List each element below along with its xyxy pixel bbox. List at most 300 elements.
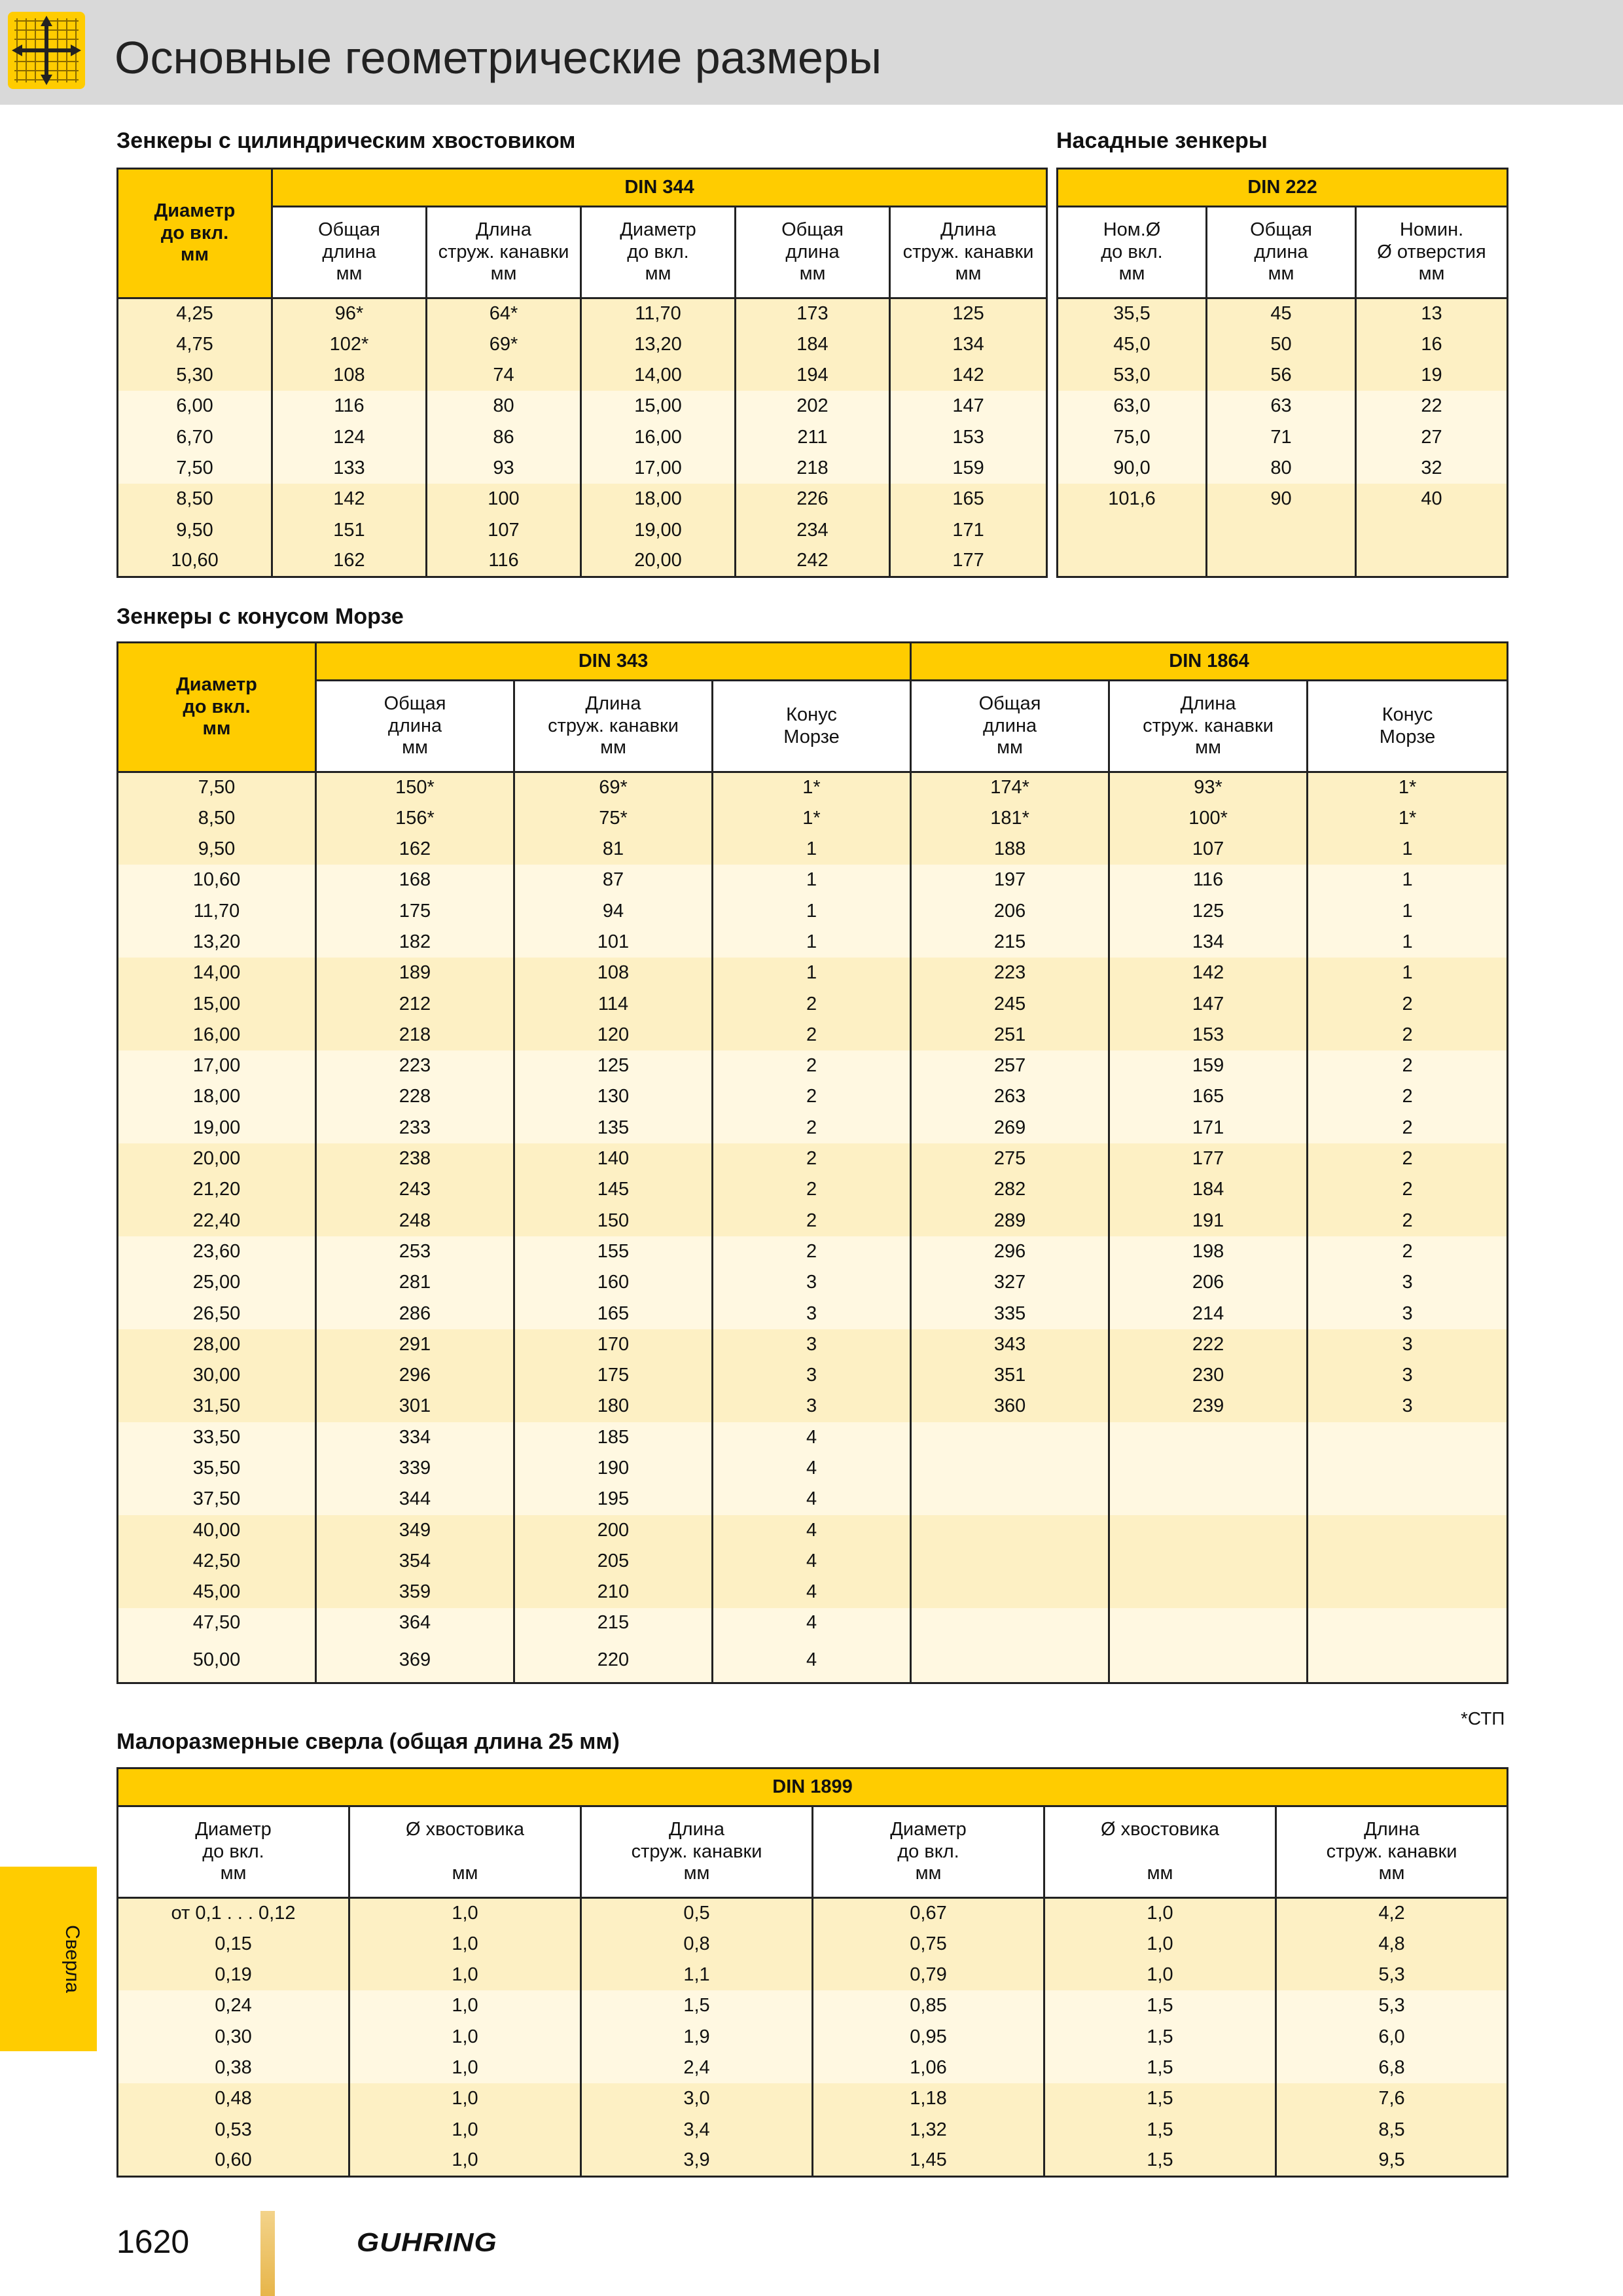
table-cell: 0,38 (118, 2053, 349, 2083)
table-cell: 343 (911, 1329, 1109, 1360)
table-cell: 156* (316, 803, 514, 834)
table-cell: 251 (911, 1020, 1109, 1050)
table-cell: 150 (514, 1206, 713, 1236)
table-cell: 369 (316, 1639, 514, 1683)
table-cell: от 0,1 . . . 0,12 (118, 1898, 349, 1929)
table-cell: 1,0 (349, 2115, 581, 2145)
table-cell: 0,30 (118, 2022, 349, 2053)
table-cell: 5,3 (1276, 1990, 1508, 2021)
table-row (118, 1577, 1508, 1607)
table-cell (911, 1608, 1109, 1639)
table-row (118, 1546, 1508, 1577)
table-cell (1109, 1484, 1308, 1515)
table-cell: 1* (713, 803, 911, 834)
table-cell: 116 (272, 391, 427, 422)
table-cell: 20,00 (581, 546, 736, 577)
table-cell: 159 (1109, 1050, 1308, 1081)
table-row (118, 2022, 1508, 2053)
table-row (118, 1020, 1508, 1050)
table-cell: 15,00 (581, 391, 736, 422)
table-cell: 4 (713, 1515, 911, 1546)
table-cell: 4,8 (1276, 1929, 1508, 1960)
table-cell: 170 (514, 1329, 713, 1360)
table-cell: 349 (316, 1515, 514, 1546)
col-header-diameter: Диаметр до вкл. мм (118, 643, 316, 772)
table-cell: 1* (1308, 772, 1508, 803)
col-header-shank-2: Ø хвостовика мм (1044, 1806, 1276, 1898)
table-cell: 165 (890, 484, 1047, 514)
table-cell (911, 1453, 1109, 1484)
table-cell: 87 (514, 865, 713, 895)
table-cell: 145 (514, 1174, 713, 1205)
table-row (118, 1898, 1508, 1929)
standard-label: DIN 344 (272, 169, 1047, 207)
table-cell: 3,4 (581, 2115, 813, 2145)
table-cell: 75,0 (1058, 422, 1207, 453)
table-cell: 257 (911, 1050, 1109, 1081)
table-cell: 120 (514, 1020, 713, 1050)
table-cell: 4,75 (118, 329, 272, 360)
table-cell: 291 (316, 1329, 514, 1360)
table-cell: 173 (736, 298, 890, 329)
table-cell: 0,15 (118, 1929, 349, 1960)
table-cell: 177 (890, 546, 1047, 577)
table-cell: 289 (911, 1206, 1109, 1236)
table-cell: 2 (713, 1081, 911, 1112)
table-cell: 116 (427, 546, 581, 577)
table-cell: 108 (272, 360, 427, 391)
table-cell: 107 (1109, 834, 1308, 865)
table-cell: 296 (911, 1236, 1109, 1267)
table-row (1058, 484, 1508, 514)
table-cell: 150* (316, 772, 514, 803)
table-cell: 194 (736, 360, 890, 391)
table-cell: 16,00 (581, 422, 736, 453)
table-cell (1308, 1453, 1508, 1484)
table-cell: 175 (316, 896, 514, 927)
table-cell: 4 (713, 1453, 911, 1484)
table-cell: 13,20 (118, 927, 316, 958)
table-cell: 3 (713, 1267, 911, 1298)
table-cell: 242 (736, 546, 890, 577)
table-cell: 8,5 (1276, 2115, 1508, 2145)
table-cell: 2,4 (581, 2053, 813, 2083)
col-header-flute-2: Длина струж. канавки мм (890, 207, 1047, 298)
table-cell: 40,00 (118, 1515, 316, 1546)
table-cell: 1,06 (813, 2053, 1044, 2083)
table-cell: 133 (272, 453, 427, 484)
table-cell (1109, 1577, 1308, 1607)
table-cell: 4 (713, 1484, 911, 1515)
table-cell (1308, 1608, 1508, 1639)
table-cell: 159 (890, 453, 1047, 484)
table-cell: 233 (316, 1113, 514, 1143)
standard-label: DIN 222 (1058, 169, 1508, 207)
grid-crosshair-icon (8, 12, 85, 89)
table-cell: 165 (1109, 1081, 1308, 1112)
table-cell: 245 (911, 989, 1109, 1020)
col-header-diameter: Диаметр до вкл. мм (118, 169, 272, 298)
table-cell: 1 (1308, 896, 1508, 927)
table-row (118, 1639, 1508, 1683)
table-cell: 50 (1207, 329, 1356, 360)
table-cell (1207, 515, 1356, 546)
table-cell: 2 (1308, 1143, 1508, 1174)
table-cell: 181* (911, 803, 1109, 834)
table-row (118, 1990, 1508, 2021)
table-cell: 2 (713, 1206, 911, 1236)
table-cell: 0,19 (118, 1960, 349, 1990)
table-cell: 184 (1109, 1174, 1308, 1205)
table-cell: 6,00 (118, 391, 272, 422)
table-din343-1864 (116, 641, 1508, 1684)
table-cell: 69* (514, 772, 713, 803)
table-cell: 1,9 (581, 2022, 813, 2053)
table-cell: 1,0 (349, 1898, 581, 1929)
table-cell: 2 (713, 1050, 911, 1081)
table-cell: 228 (316, 1081, 514, 1112)
col-header-length-2: Общая длина мм (911, 681, 1109, 772)
table-cell: 1 (1308, 927, 1508, 958)
table-cell: 3 (1308, 1360, 1508, 1391)
col-header-taper: Конус Морзе (713, 681, 911, 772)
table-cell: 94 (514, 896, 713, 927)
table-cell (1356, 546, 1508, 577)
page-title: Основные геометрические размеры (115, 32, 882, 83)
col-header-flute: Длина струж. канавки мм (427, 207, 581, 298)
table-row (118, 1299, 1508, 1329)
table-cell: 198 (1109, 1236, 1308, 1267)
table-cell: 344 (316, 1484, 514, 1515)
table-cell: 3 (1308, 1299, 1508, 1329)
table-cell: 1,5 (1044, 2053, 1276, 2083)
table-cell: 69* (427, 329, 581, 360)
table-cell: 63 (1207, 391, 1356, 422)
table-cell: 47,50 (118, 1608, 316, 1639)
col-header-flute: Длина струж. канавки мм (514, 681, 713, 772)
table-cell: 134 (1109, 927, 1308, 958)
table-cell: 1,5 (1044, 2022, 1276, 2053)
table-row (118, 1929, 1508, 1960)
table-cell: 2 (1308, 1236, 1508, 1267)
table-cell: 171 (890, 515, 1047, 546)
table-cell: 218 (316, 1020, 514, 1050)
table-cell (1207, 546, 1356, 577)
table-row (118, 1113, 1508, 1143)
table-cell: 205 (514, 1546, 713, 1577)
table-row (118, 1484, 1508, 1515)
table-cell: 21,20 (118, 1174, 316, 1205)
table-cell: 4 (713, 1422, 911, 1453)
table-cell: 1,0 (349, 1929, 581, 1960)
table-cell: 100* (1109, 803, 1308, 834)
table-cell: 3 (1308, 1267, 1508, 1298)
table-cell (1109, 1453, 1308, 1484)
table-cell: 147 (1109, 989, 1308, 1020)
table-cell: 124 (272, 422, 427, 453)
table-cell: 142 (890, 360, 1047, 391)
table-cell (1109, 1422, 1308, 1453)
table-cell (1308, 1484, 1508, 1515)
table-cell: 6,8 (1276, 2053, 1508, 2083)
table-cell: 1* (713, 772, 911, 803)
table-cell: 165 (514, 1299, 713, 1329)
table-cell: 200 (514, 1515, 713, 1546)
table-row (118, 1453, 1508, 1484)
table-cell: 275 (911, 1143, 1109, 1174)
table-row (118, 2115, 1508, 2145)
table-row (118, 772, 1508, 803)
table-cell: 16,00 (118, 1020, 316, 1050)
table-cell: 4 (713, 1608, 911, 1639)
table-cell: 1,5 (1044, 2083, 1276, 2114)
table-cell: 339 (316, 1453, 514, 1484)
table-row (118, 1391, 1508, 1422)
table-row (1058, 298, 1508, 329)
table-cell: 16 (1356, 329, 1508, 360)
table-cell (1109, 1639, 1308, 1683)
table-cell: 222 (1109, 1329, 1308, 1360)
table-cell: 18,00 (581, 484, 736, 514)
table-cell: 7,50 (118, 453, 272, 484)
table-cell: 177 (1109, 1143, 1308, 1174)
table-row (118, 896, 1508, 927)
table-row (118, 1960, 1508, 1990)
table-cell: 90,0 (1058, 453, 1207, 484)
table-cell (1308, 1422, 1508, 1453)
table-cell: 63,0 (1058, 391, 1207, 422)
table-cell: 286 (316, 1299, 514, 1329)
table-din1899 (116, 1767, 1508, 2178)
standard-label: DIN 1899 (118, 1768, 1508, 1806)
table-cell: 2 (713, 1143, 911, 1174)
table-cell: 100 (427, 484, 581, 514)
table-row (118, 484, 1047, 514)
table-cell: 360 (911, 1391, 1109, 1422)
table-cell: 22,40 (118, 1206, 316, 1236)
table-cell: 5,30 (118, 360, 272, 391)
table-cell: 27 (1356, 422, 1508, 453)
table-cell: 180 (514, 1391, 713, 1422)
table-row (118, 834, 1508, 865)
table-cell: 0,85 (813, 1990, 1044, 2021)
table-cell: 14,00 (118, 958, 316, 988)
table-cell: 45 (1207, 298, 1356, 329)
table-cell: 243 (316, 1174, 514, 1205)
table-row (118, 2083, 1508, 2114)
table-row (1058, 546, 1508, 577)
section-tab-label: Сверла (62, 1925, 83, 1993)
table-cell: 190 (514, 1453, 713, 1484)
table-cell: 153 (1109, 1020, 1308, 1050)
table-cell: 195 (514, 1484, 713, 1515)
table-cell: 8,50 (118, 484, 272, 514)
table-cell: 101 (514, 927, 713, 958)
table-cell: 282 (911, 1174, 1109, 1205)
table-cell: 2 (713, 1020, 911, 1050)
table-cell: 19,00 (118, 1113, 316, 1143)
table-cell: 30,00 (118, 1360, 316, 1391)
table-cell: 42,50 (118, 1546, 316, 1577)
table-cell: 0,60 (118, 2145, 349, 2176)
table-cell: 0,53 (118, 2115, 349, 2145)
table-cell (911, 1639, 1109, 1683)
table-cell: 327 (911, 1267, 1109, 1298)
table-cell: 215 (911, 927, 1109, 958)
table-row (118, 1608, 1508, 1639)
table-cell: 1 (713, 896, 911, 927)
table-din344 (116, 168, 1048, 578)
table-cell: 296 (316, 1360, 514, 1391)
table-cell: 93 (427, 453, 581, 484)
table-cell: 269 (911, 1113, 1109, 1143)
table-cell: 1,0 (349, 2053, 581, 2083)
table-row (1058, 422, 1508, 453)
table-cell: 45,00 (118, 1577, 316, 1607)
table-cell: 162 (272, 546, 427, 577)
table-cell: 1 (1308, 958, 1508, 988)
table-cell: 0,79 (813, 1960, 1044, 1990)
table-cell: 86 (427, 422, 581, 453)
table-cell: 35,50 (118, 1453, 316, 1484)
table-cell: 162 (316, 834, 514, 865)
table-cell: 206 (911, 896, 1109, 927)
table-cell: 189 (316, 958, 514, 988)
table-cell: 1,0 (1044, 1929, 1276, 1960)
table-cell: 90 (1207, 484, 1356, 514)
table-row (118, 803, 1508, 834)
table-cell: 13 (1356, 298, 1508, 329)
table-cell: 2 (1308, 1081, 1508, 1112)
table-cell: 125 (514, 1050, 713, 1081)
table-cell: 0,75 (813, 1929, 1044, 1960)
table-cell: 1,5 (1044, 2145, 1276, 2176)
table-cell: 4 (713, 1639, 911, 1683)
table-cell (911, 1577, 1109, 1607)
table-row (118, 515, 1047, 546)
table-row (118, 1050, 1508, 1081)
table-cell: 1,45 (813, 2145, 1044, 2176)
table-cell: 8,50 (118, 803, 316, 834)
table-cell: 335 (911, 1299, 1109, 1329)
table-cell: 334 (316, 1422, 514, 1453)
col-header-diameter-2: Диаметр до вкл. мм (581, 207, 736, 298)
table-cell: 354 (316, 1546, 514, 1577)
table-cell: 19,00 (581, 515, 736, 546)
table-row (1058, 329, 1508, 360)
col-header-bore: Номин. Ø отверстия мм (1356, 207, 1508, 298)
table-cell: 31,50 (118, 1391, 316, 1422)
table-cell (911, 1422, 1109, 1453)
table-cell: 1,0 (349, 2022, 581, 2053)
table-cell: 263 (911, 1081, 1109, 1112)
col-header-length-2: Общая длина мм (736, 207, 890, 298)
table-cell: 14,00 (581, 360, 736, 391)
table-cell: 142 (1109, 958, 1308, 988)
table-cell: 184 (736, 329, 890, 360)
table-cell: 0,8 (581, 1929, 813, 1960)
table-cell: 17,00 (581, 453, 736, 484)
table-cell (1058, 515, 1207, 546)
col-header-flute-2: Длина струж. канавки мм (1276, 1806, 1508, 1898)
table-cell: 1,5 (581, 1990, 813, 2021)
table-cell: 2 (1308, 1113, 1508, 1143)
table-cell: 0,5 (581, 1898, 813, 1929)
table-cell (1308, 1546, 1508, 1577)
table-cell: 206 (1109, 1267, 1308, 1298)
table-cell: 7,6 (1276, 2083, 1508, 2114)
table-cell: 351 (911, 1360, 1109, 1391)
table-cell: 1,0 (349, 1990, 581, 2021)
table-cell: 2 (1308, 1206, 1508, 1236)
table-cell: 15,00 (118, 989, 316, 1020)
table-cell: 4,2 (1276, 1898, 1508, 1929)
table-cell: 160 (514, 1267, 713, 1298)
table-cell: 175 (514, 1360, 713, 1391)
col-header-shank: Ø хвостовика мм (349, 1806, 581, 1898)
table-row (118, 422, 1047, 453)
table-cell: 2 (713, 1174, 911, 1205)
table-row (118, 1422, 1508, 1453)
table-cell: 130 (514, 1081, 713, 1112)
col-header-length: Общая длина мм (1207, 207, 1356, 298)
table-cell: 153 (890, 422, 1047, 453)
table-row (118, 2145, 1508, 2176)
table-cell: 102* (272, 329, 427, 360)
table-cell: 1 (713, 865, 911, 895)
section-title-shell: Насадные зенкеры (1056, 128, 1268, 153)
standard-label-b: DIN 1864 (911, 643, 1508, 681)
table-cell: 135 (514, 1113, 713, 1143)
table-cell: 218 (736, 453, 890, 484)
table-cell (1308, 1639, 1508, 1683)
table-cell: 25,00 (118, 1267, 316, 1298)
table-cell: 4 (713, 1546, 911, 1577)
table-cell: 2 (1308, 989, 1508, 1020)
table-cell: 125 (890, 298, 1047, 329)
table-cell: 182 (316, 927, 514, 958)
table-cell: 1,0 (1044, 1898, 1276, 1929)
col-header-diameter-2: Диаметр до вкл. мм (813, 1806, 1044, 1898)
footnote: *СТП (1461, 1708, 1505, 1729)
table-cell: 45,0 (1058, 329, 1207, 360)
table-cell: 1 (1308, 865, 1508, 895)
table-row (118, 1081, 1508, 1112)
table-cell (1308, 1515, 1508, 1546)
table-row (1058, 453, 1508, 484)
table-cell: 75* (514, 803, 713, 834)
table-cell: 174* (911, 772, 1109, 803)
table-cell: 0,24 (118, 1990, 349, 2021)
table-cell: 7,50 (118, 772, 316, 803)
table-cell: 40 (1356, 484, 1508, 514)
table-row (118, 1360, 1508, 1391)
table-cell: 134 (890, 329, 1047, 360)
table-row (118, 1267, 1508, 1298)
table-row (118, 453, 1047, 484)
table-cell: 1,0 (349, 1960, 581, 1990)
table-cell: 81 (514, 834, 713, 865)
section-title-morse: Зенкеры с конусом Морзе (116, 604, 404, 629)
section-title-small-drills: Малоразмерные сверла (общая длина 25 мм) (116, 1729, 620, 1754)
table-row (118, 865, 1508, 895)
table-cell: 9,50 (118, 515, 272, 546)
table-cell: 1,5 (1044, 1990, 1276, 2021)
table-cell: 1,0 (349, 2145, 581, 2176)
table-cell: 93* (1109, 772, 1308, 803)
table-cell: 4 (713, 1577, 911, 1607)
table-cell: 1 (713, 958, 911, 988)
